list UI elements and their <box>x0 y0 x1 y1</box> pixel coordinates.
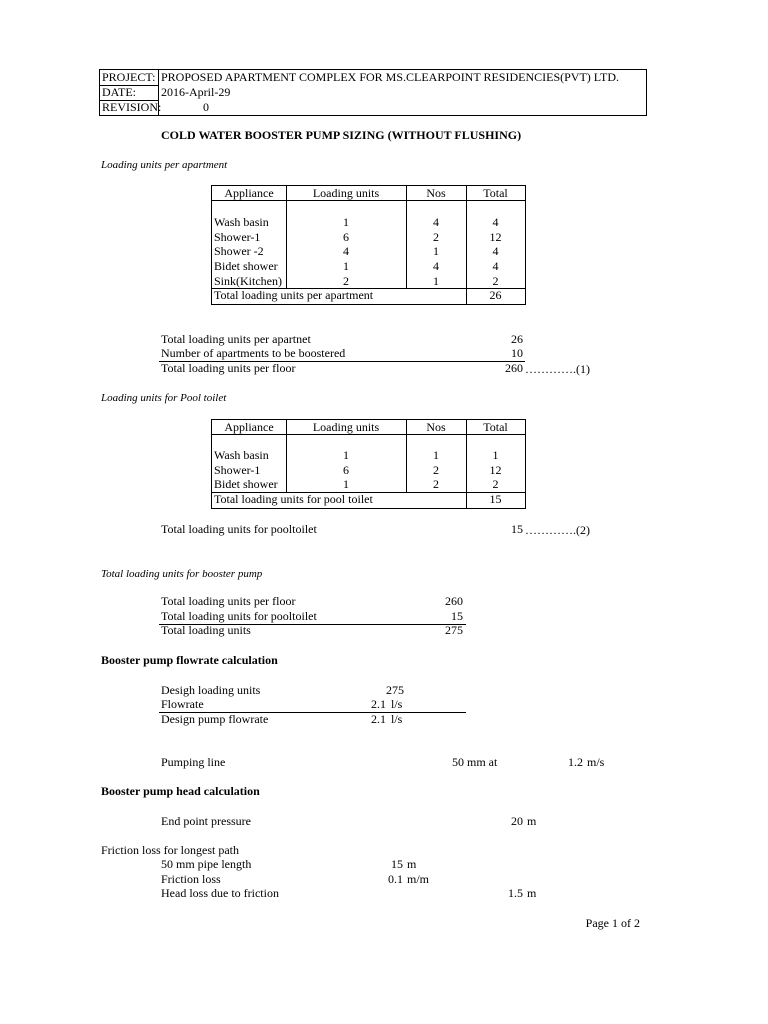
friction-row-unit: m/m <box>407 872 430 886</box>
pool-summary-value: 15 <box>511 522 523 536</box>
table-row-total: 4 <box>492 259 499 273</box>
end-point-label: End point pressure <box>161 814 251 828</box>
table-row-nos: 4 <box>433 259 439 273</box>
flowrate-row-label: Design pump flowrate <box>161 712 269 726</box>
flowrate-row-value: 2.1 <box>371 712 386 726</box>
table-row-units: 6 <box>343 463 349 477</box>
table-row-appliance: Bidet shower <box>214 259 278 273</box>
table-row-nos: 1 <box>433 448 439 462</box>
flowrate-row-value: 275 <box>386 683 404 697</box>
col-header-total: Total <box>483 186 508 200</box>
table-row-nos: 1 <box>433 244 439 258</box>
pool-section-heading: Loading units for Pool toilet <box>101 392 227 404</box>
col-header-loading-units: Loading units <box>312 420 380 434</box>
pumping-line-size-unit: mm at <box>467 755 498 769</box>
table-row-units: 6 <box>343 230 349 244</box>
table-row-nos: 2 <box>433 463 439 477</box>
table-row-total: 4 <box>492 244 499 258</box>
table-row-units: 4 <box>343 244 349 258</box>
date-row <box>100 85 646 100</box>
table-row-total: 1 <box>492 448 499 462</box>
booster-row-label: Total loading units <box>161 623 251 637</box>
table-row-nos: 1 <box>433 274 439 288</box>
table-row-appliance: Shower -2 <box>214 244 264 258</box>
col-header-appliance: Appliance <box>224 186 274 200</box>
pumping-line-velocity: 1.2 <box>568 755 583 769</box>
table-row-appliance: Wash basin <box>214 448 269 462</box>
friction-row-unit: m <box>407 857 417 871</box>
table-row-units: 2 <box>343 274 349 288</box>
table-row-total: 2 <box>492 477 499 491</box>
revision-label: REVISION: <box>102 100 162 114</box>
revision-value: 0 <box>203 100 209 114</box>
col-header-nos: Nos <box>426 420 446 434</box>
friction-row-label: Head loss due to friction <box>161 886 279 900</box>
table-row-appliance: Bidet shower <box>214 477 278 491</box>
summary-row-label: Total loading units per floor <box>161 361 296 375</box>
flowrate-row-unit: l/s <box>391 712 403 726</box>
project-row <box>100 70 646 85</box>
page-title: COLD WATER BOOSTER PUMP SIZING (WITHOUT FLUSHING) <box>161 128 522 142</box>
apartment-section-heading: Loading units per apartment <box>101 159 228 171</box>
table-row-appliance: Shower-1 <box>214 463 261 477</box>
table-row-nos: 2 <box>433 477 439 491</box>
summary-row-value: 10 <box>511 346 523 360</box>
summary-row-label: Number of apartments to be boostered <box>161 346 346 360</box>
col-header-total: Total <box>483 420 508 434</box>
project-header-box <box>99 69 647 116</box>
flowrate-section-heading: Booster pump flowrate calculation <box>101 653 278 667</box>
project-value: PROPOSED APARTMENT COMPLEX FOR MS.CLEARPOINT RESIDENCIES(PVT) LTD. <box>161 70 620 84</box>
col-header-nos: Nos <box>426 186 446 200</box>
summary-row-value: 260 <box>505 361 523 375</box>
friction-row-label: 50 mm pipe length <box>161 857 252 871</box>
pumping-line-velocity-unit: m/s <box>587 755 605 769</box>
equation-ref-1: ………….(1) <box>525 362 590 376</box>
friction-row-unit: m <box>527 886 537 900</box>
summary-row-label: Total loading units per apartnet <box>161 332 311 346</box>
table-total-value: 26 <box>489 288 502 302</box>
booster-row-label: Total loading units for pooltoilet <box>161 609 317 623</box>
table-row-appliance: Wash basin <box>214 215 269 229</box>
table-row-nos: 2 <box>433 230 439 244</box>
booster-row-value: 275 <box>445 623 463 637</box>
page-number: Page 1 of 2 <box>585 916 640 930</box>
flowrate-row-unit: l/s <box>391 697 403 711</box>
booster-row-value: 260 <box>445 594 463 608</box>
friction-row-value: 0.1 <box>388 872 403 886</box>
table-row-nos: 4 <box>433 215 439 229</box>
table-row-total: 12 <box>489 463 502 477</box>
friction-row-label: Friction loss <box>161 872 221 886</box>
end-point-value: 20 <box>511 814 523 828</box>
table-row-appliance: Sink(Kitchen) <box>214 274 282 288</box>
project-label: PROJECT: <box>102 70 156 84</box>
head-section-heading: Booster pump head calculation <box>101 784 260 798</box>
date-value: 2016-April-29 <box>161 85 231 99</box>
end-point-unit: m <box>527 814 537 828</box>
flowrate-row-label: Flowrate <box>161 697 204 711</box>
table-total-label: Total loading units per apartment <box>214 288 374 302</box>
friction-row-value: 15 <box>391 857 403 871</box>
table-row-units: 1 <box>343 448 349 462</box>
col-header-loading-units: Loading units <box>312 186 380 200</box>
flowrate-row-label: Desigh loading units <box>161 683 261 697</box>
table-row-units: 1 <box>343 259 349 273</box>
booster-row-label: Total loading units per floor <box>161 594 296 608</box>
equation-ref-2: ………….(2) <box>525 523 590 537</box>
summary-row-value: 26 <box>511 332 523 346</box>
friction-row-value: 1.5 <box>508 886 523 900</box>
table-row-units: 1 <box>343 215 349 229</box>
table-row-appliance: Shower-1 <box>214 230 261 244</box>
revision-row <box>100 100 646 115</box>
table-total-label: Total loading units for pool toilet <box>214 492 373 506</box>
table-total-value: 15 <box>489 492 502 506</box>
flowrate-row-value: 2.1 <box>371 697 386 711</box>
table-row-total: 12 <box>489 230 502 244</box>
friction-heading: Friction loss for longest path <box>101 843 239 857</box>
pool-summary-label: Total loading units for pooltoilet <box>161 522 317 536</box>
table-row-units: 1 <box>343 477 349 491</box>
table-row-total: 4 <box>492 215 499 229</box>
pumping-line-size: 50 <box>452 755 464 769</box>
booster-section-heading: Total loading units for booster pump <box>101 568 263 580</box>
date-label: DATE: <box>102 85 136 99</box>
col-header-appliance: Appliance <box>224 420 274 434</box>
booster-row-value: 15 <box>451 609 463 623</box>
pumping-line-label: Pumping line <box>161 755 226 769</box>
table-row-total: 2 <box>492 274 499 288</box>
